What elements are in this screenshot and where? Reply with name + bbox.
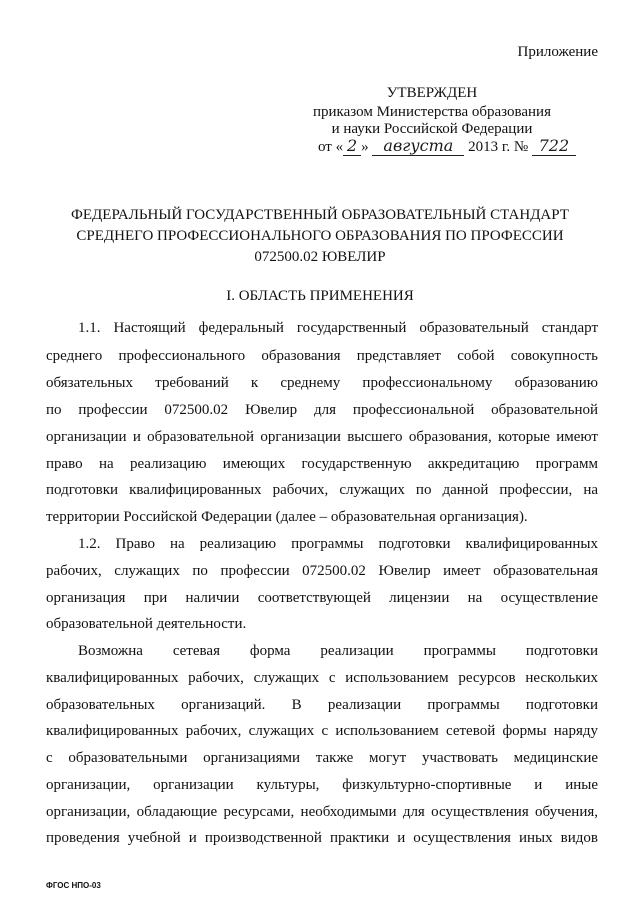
paragraph-line: организации, обладающие ресурсами, необходимыми для осуществления обучения, <box>46 804 598 820</box>
document-title-line-3: 072500.02 ЮВЕЛИР <box>254 249 386 265</box>
paragraph-line: организации, организации культуры, физкультурно-спортивные и иные <box>46 777 598 793</box>
paragraph-line: квалифицированных рабочих, служащих с использованием ресурсов нескольких <box>46 670 598 686</box>
order-date-line <box>318 137 576 157</box>
document-title-line-1: ФЕДЕРАЛЬНЫЙ ГОСУДАРСТВЕННЫЙ ОБРАЗОВАТЕЛЬНЫЙ СТАНДАРТ <box>71 207 569 223</box>
approved-label: УТВЕРЖДЕН <box>386 85 478 101</box>
paragraph-line: проведения учебной и производственной практики и осуществления иных видов <box>46 830 598 846</box>
appendix-label: Приложение <box>517 44 598 60</box>
paragraph-line: квалифицированных рабочих, служащих с использованием сетевой формы наряду <box>46 723 598 739</box>
order-line-2: и науки Российской Федерации <box>331 121 533 137</box>
paragraph-line: организации и образовательной организации высшего образования, которые имеют <box>46 429 598 445</box>
paragraph-line: подготовки квалифицированных рабочих, служащих по данной профессии, на <box>46 482 598 498</box>
section-heading: I. ОБЛАСТЬ ПРИМЕНЕНИЯ <box>226 288 414 304</box>
page-footer-code: ФГОС НПО-03 <box>46 881 101 890</box>
paragraph-line: обязательных требований к среднему профессиональному образованию <box>46 375 598 391</box>
document-title-line-2: СРЕДНЕГО ПРОФЕССИОНАЛЬНОГО ОБРАЗОВАНИЯ ПО ПРОФЕССИИ <box>76 228 564 244</box>
paragraph-line: образовательной деятельности. <box>46 616 247 632</box>
date-year: 2013 г. № <box>468 139 529 155</box>
handwritten-order-number: 722 <box>532 137 576 156</box>
handwritten-month: августа <box>372 137 464 156</box>
paragraph-line: с образовательными организациями также могут участвовать медицинские <box>46 750 598 766</box>
date-prefix: от « <box>318 139 344 155</box>
paragraph-line: 1.2. Право на реализацию программы подготовки квалифицированных <box>78 536 598 552</box>
paragraph-line: среднего профессионального образования представляет собой совокупность <box>46 348 598 364</box>
date-mid: » <box>361 139 369 155</box>
paragraph-line: 1.1. Настоящий федеральный государственный образовательный стандарт <box>78 320 598 336</box>
paragraph-line: Возможна сетевая форма реализации программы подготовки <box>78 643 598 659</box>
paragraph-line: рабочих, служащих по профессии 072500.02 Ювелир имеет образовательная <box>46 563 598 579</box>
order-line-1: приказом Министерства образования <box>313 104 551 120</box>
paragraph-line: территории Российской Федерации (далее – образовательная организация). <box>46 509 528 525</box>
handwritten-day: 2 <box>343 137 361 156</box>
paragraph-line: образовательных организаций. В реализации программы подготовки <box>46 697 598 713</box>
paragraph-line: право на реализацию имеющих государственную аккредитацию программ <box>46 456 598 472</box>
paragraph-line: организация при наличии соответствующей лицензии на осуществление <box>46 590 598 606</box>
paragraph-line: по профессии 072500.02 Ювелир для профессиональной образовательной <box>46 402 598 418</box>
